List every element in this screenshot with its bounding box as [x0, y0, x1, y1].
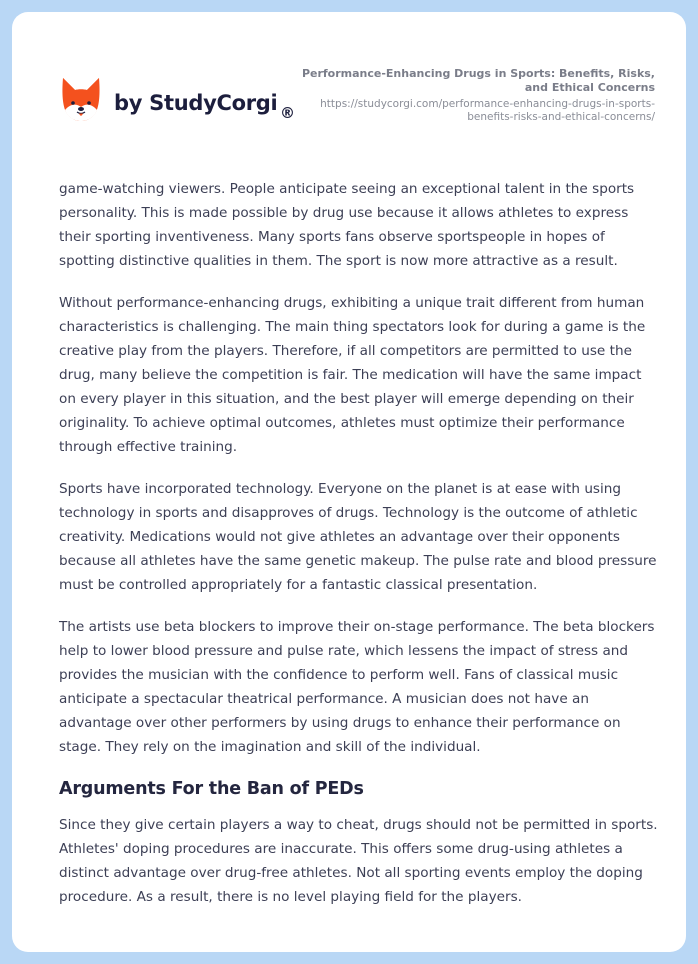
paragraph: Without performance-enhancing drugs, exhibiting a unique trait different from human characteristics is challenging. The main thing spectators look for during a game is the creative play from the players. Therefore, if all competitors are permitted to use the drug, many believe the competition is fair. The medication will have the same impact on every player in this situation, and the best player will emerge depending on their originality. To achieve optimal outcomes, athletes must optimize their performance through effective training.: [59, 295, 646, 455]
logo-text: by StudyCorgi: [114, 91, 278, 115]
document-title: Performance-Enhancing Drugs in Sports: Benefits, Risks, and Ethical Concerns: [301, 67, 655, 94]
document-meta: [295, 67, 655, 124]
registered-mark: ®: [280, 104, 295, 122]
document-url[interactable]: https://studycorgi.com/performance-enhancing-drugs-in-sports-benefits-risks-and-ethical-concerns/: [320, 98, 655, 123]
article-body: [59, 177, 659, 927]
document-page: [12, 12, 686, 952]
paragraph: Sports have incorporated technology. Everyone on the planet is at ease with using technology in sports and disapproves of drugs. Technology is the outcome of athletic creativity. Medications would not give athletes an advantage over their opponents because all athletes have the same genetic makeup. The pulse rate and blood pressure must be controlled appropriately for a fantastic classical presentation.: [59, 481, 657, 593]
paragraph: Since they give certain players a way to cheat, drugs should not be permitted in sports. Athletes' doping procedures are inaccurate. This offers some drug-using athletes a distinct advantage over drug-free athletes. Not all sporting events employ the doping procedure. As a result, there is no level playing field for the players.: [59, 817, 658, 905]
paragraph: game-watching viewers. People anticipate seeing an exceptional talent in the sports personality. This is made possible by drug use because it allows athletes to express their sporting inventiveness. Many sports fans observe sportspeople in hopes of spotting distinctive qualities in them. The sport is now more attractive as a result.: [59, 181, 635, 269]
section-heading: Arguments For the Ban of PEDs: [59, 779, 364, 799]
corgi-logo-icon: [60, 76, 102, 122]
page-header: [12, 12, 686, 162]
paragraph: The artists use beta blockers to improve their on-stage performance. The beta blockers help to lower blood pressure and pulse rate, which lessens the impact of stress and provides the musician with the confidence to perform well. Fans of classical music anticipate a spectacular theatrical performance. A musician does not have an advantage over other performers by using drugs to enhance their performance on stage. They rely on the imagination and skill of the individual.: [59, 619, 655, 755]
studycorgi-logo[interactable]: [60, 76, 295, 122]
